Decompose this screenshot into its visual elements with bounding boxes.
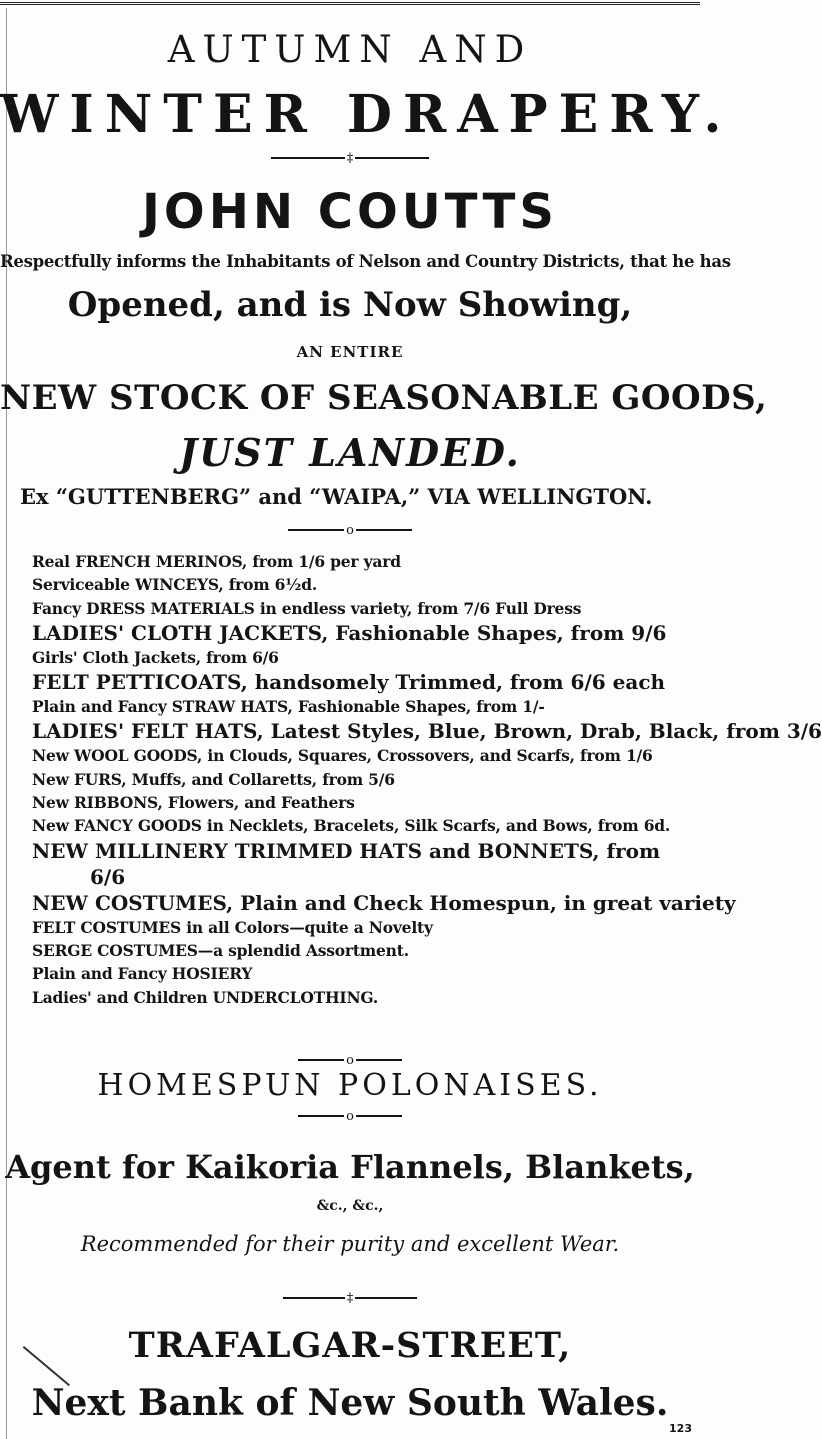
list-item: Plain and Fancy STRAW HATS, Fashionable Shapes, from 1/-: [32, 697, 545, 717]
etc-text: &c., &c.,: [316, 1198, 384, 1214]
an-entire-text: AN ENTIRE: [296, 343, 404, 361]
heading-autumn-and: AUTUMN AND: [167, 28, 533, 71]
list-item: Ladies' and Children UNDERCLOTHING.: [32, 987, 379, 1007]
list-item: Real FRENCH MERINOS, from 1/6 per yard: [32, 552, 401, 571]
ornament-divider: [0, 150, 700, 166]
list-item: LADIES' CLOTH JACKETS, Fashionable Shapes, from 9/6: [32, 620, 667, 645]
street-address: TRAFALGAR-STREET,: [128, 1325, 572, 1366]
small-divider: [0, 1108, 700, 1124]
intro-text: Respectfully informs the Inhabitants of Nelson and Country Districts, that he has: [0, 252, 731, 271]
merchant-name: JOHN COUTTS: [142, 184, 558, 240]
bank-location: Next Bank of New South Wales.: [31, 1382, 669, 1424]
small-o-mark: o: [346, 522, 354, 538]
list-item: Serviceable WINCEYS, from 6½d.: [32, 575, 318, 595]
list-item: NEW COSTUMES, Plain and Check Homespun, in great variety: [32, 890, 736, 915]
list-item: New WOOL GOODS, in Clouds, Squares, Crossovers, and Scarfs, from 1/6: [32, 746, 653, 766]
agent-heading: Agent for Kaikoria Flannels, Blankets,: [5, 1148, 695, 1186]
small-o-mark: o: [346, 1052, 354, 1068]
goods-list: [32, 550, 822, 1009]
list-item: New FURS, Muffs, and Collaretts, from 5/6: [32, 769, 395, 789]
ship-names-line: Ex “GUTTENBERG” and “WAIPA,” VIA WELLINGTON.: [20, 484, 653, 509]
top-rule: [0, 2, 700, 5]
list-item: New FANCY GOODS in Necklets, Bracelets, Silk Scarfs, and Bows, from 6d.: [32, 816, 671, 836]
ornament-divider: [0, 1290, 700, 1306]
list-item: New RIBBONS, Flowers, and Feathers: [32, 793, 355, 813]
opened-announcement: Opened, and is Now Showing,: [67, 285, 633, 325]
list-item: FELT COSTUMES in all Colors—quite a Novelty: [32, 917, 433, 937]
list-item: Fancy DRESS MATERIALS in endless variety, from 7/6 Full Dress: [32, 598, 582, 618]
small-divider: [0, 522, 700, 538]
polonaises-heading: HOMESPUN POLONAISES.: [97, 1068, 603, 1103]
page-number: 123: [669, 1422, 692, 1435]
list-item: LADIES' FELT HATS, Latest Styles, Blue, Brown, Drab, Black, from 3/6: [32, 719, 822, 744]
list-item: NEW MILLINERY TRIMMED HATS and BONNETS, from: [32, 838, 661, 863]
list-item: Girls' Cloth Jackets, from 6/6: [32, 647, 279, 667]
just-landed-heading: JUST LANDED.: [179, 430, 521, 475]
new-stock-heading: NEW STOCK OF SEASONABLE GOODS,: [0, 378, 768, 418]
double-dagger-mark: ‡: [346, 150, 354, 166]
heading-winter-drapery: WINTER DRAPERY.: [0, 84, 733, 145]
small-o-mark: o: [346, 1108, 354, 1124]
list-item: SERGE COSTUMES—a splendid Assortment.: [32, 940, 409, 960]
list-item-continuation: 6/6: [90, 864, 126, 889]
list-item: Plain and Fancy HOSIERY: [32, 964, 253, 984]
double-dagger-mark: ‡: [346, 1290, 354, 1306]
small-divider: [0, 1052, 700, 1068]
recommendation-text: Recommended for their purity and excellent Wear.: [80, 1232, 620, 1256]
list-item: FELT PETTICOATS, handsomely Trimmed, from 6/6 each: [32, 670, 666, 695]
